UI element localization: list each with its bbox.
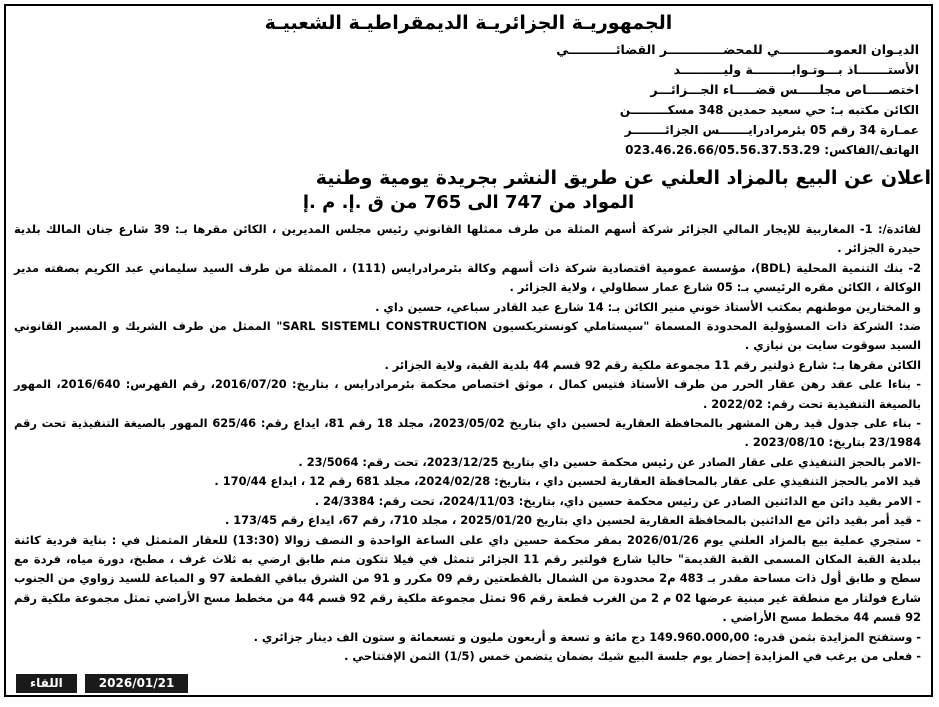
bailiff-name: الأستـــــــاذ بـــوتـوابـــــــــة وليــــــــــد [673, 62, 919, 77]
publication-date: 2026/01/21 [85, 674, 189, 693]
paragraph-beneficiary-2: 2- بنك التنمية المحلية (BDL)، مؤسسة عمومية اقتصادية شركة ذات أسهم وكالة بئرمرادرايس (111) ، الممثلة من طرف السيد سليماني عبد الكريم بصفته مدير الوكالة ، الكائن مقره الرئيسي بـ: 05 شارع عمار سطاولي ، ولاية الجزائر . [14, 260, 921, 295]
paragraph-guarantee: - فعلى من يرغب في المزايدة إحضار يوم جلسة البيع شيك بضمان يتضمن خمس (1/5) الثمن الإفتتاحي . [344, 648, 921, 663]
notice-body [6, 220, 931, 666]
paragraph-mortgage-registration: - بناء على جدول قيد رهن المشهر بالمحافظة العقارية لحسين داي بتاريخ 2023/05/02، مجلد 18 رقم 81، ايداع رقم: 625/46 المهور بالصيغة التنفيذية تحت رقم 23/1984 بتاريخ: 2023/08/10 . [14, 416, 921, 450]
paragraph-creditor-order: - الامر بقيد دائن مع الدائنين الصادر عن رئيس محكمة حسين داي، بتاريخ: 2024/11/03، تحت رقم: 24/3384 . [314, 493, 921, 508]
notice-header [6, 6, 931, 160]
address-line-2: عمـارة 34 رقم 05 بئرمرادرايـــــــس الجزائــــــــر [624, 123, 919, 137]
jurisdiction-line: اختصـــــاص مجلـــــس قضـــــاء الجـــزائـــر [650, 82, 919, 97]
paragraph-creditor-registration: - قيد أمر بقيد دائن مع الدائنين بالمحافظة العقارية لحسين داي بتاريخ 2025/01/20 ، مجلد 710، رقم 67، ايداع رقم 173/45 . [224, 513, 921, 528]
paragraph-defendant: ضد: الشركة ذات المسؤولية المحدودة المسماة "سيستاملي كونستريكسيون SARL SISTEMLI CONSTRUCTION" الممثل من طرف الشريك و المسير القانوني السيد سوقوت سايت بن نيازي . [14, 319, 921, 353]
office-line: الديـوان العمومـــــــــــي للمحضـــــــــــــر القضائـــــــــــي [556, 42, 919, 57]
phone-fax: الهاتف/الفاكس: 023.46.26.66/05.56.37.53.29 [625, 143, 919, 157]
paragraph-beneficiary-1: لفائدة/: 1- المغاربية للإيجار المالي الجزائر شركة أسهم المثلة من طرف ممثلها القانوني رئيس مجلس المديرين ، الكائن مقرها بـ: 39 شارع جنان المالك بلدية حيدرة الجزائر . [14, 222, 921, 256]
footer [16, 674, 188, 693]
paragraph-defendant-address: الكائن مقرها بـ: شارع ذولتير رقم 11 مجموعة ملكية رقم 92 قسم 44 بلدية القبة، ولاية الجزائر . [384, 357, 921, 372]
paragraph-seizure-order: -الامر بالحجز التنفيذي على عقار الصادر عن رئيس محكمة حسين داي بتاريخ 2023/12/25، تحت رقم: 23/5064 . [298, 454, 921, 469]
paragraph-mortgage-deed: - بناءا على عقد رهن عقار الحرر من طرف الأستاذ فتيس كمال ، موثق اختصاص محكمة بئرمرادرايس ، بتاريخ: 2016/07/20، رقم الفهرس: 2016/640، المهور بالصيغة التنفيذية تحت رقم: 2022/02 . [14, 377, 921, 411]
paragraph-domicile: و المختارين موطنهم بمكتب الأستاذ خوني منير الكائن بـ: 14 شارع عبد القادر سباعي، حسين داي . [375, 299, 921, 314]
paragraph-auction-details: - ستجري عملية بيع بالمزاد العلني يوم 2026/01/26 بمقر محكمة حسين داي على الساعة الواحدة و النصف زوالا (13:30) للعقار المتمثل في : بناية فردية كائنة ببلدية القبة المكان المسمى القبة القديمة" حاليا شارع فولتير رقم 11 الجزائر تتمثل في فيلا تتكون منم طابق ارضي به ثلاث غرف ، مطبخ، دورة مياه، فردة مع سطح و طابق أول ذات مساحة مقدر بـ 483 م2 محدودة من الشمال بالقطعتين رقم 09 مكرر و 91 من الشرق بباقي القطعة 97 و المباعة للسيد زواوي من الجنوب شارع فولتار مع منطقة غير مبنية عرضها 02 م 2 من الغرب قطعة رقم 96 تمثل مجموعة ملكية رقم 92 قسم 44 من مخطط مسح الأراضي تمثل مجموعة ملكية رقم 92 قسم 44 مخطط مسح الأراضي . [14, 532, 922, 625]
newspaper-name: اللقاء [16, 674, 77, 693]
paragraph-seizure-registration: قيد الامر بالحجز التنفيذي على عقار بالمحافظة العقارية لحسين داي ، بتاريخ: 2024/02/28، مجلد 681 رقم 12 ، ايداع 170/44 . [214, 474, 921, 489]
paragraph-opening-price: - وستفتح المزايدة بثمن قدره: 149.960.000,00 دج مائة و تسعة و أربعون مليون و تسعمائة و ستون الف دينار جزائري . [253, 629, 921, 644]
legal-notice [4, 4, 933, 697]
articles-reference: المواد من 747 الى 765 من ق .إ. م .إ [302, 192, 635, 213]
republic-heading: الجمهوريـة الجزائريـة الديمقراطيـة الشعبيـة [264, 12, 673, 34]
notice-title: اعلان عن البيع بالمزاد العلني عن طريق النشر بجريدة يومية وطنية [315, 167, 931, 189]
address-line-1: الكائن مكتبه بـ: حي سعيد حمدين 348 مسكـــــــــن [619, 103, 919, 117]
